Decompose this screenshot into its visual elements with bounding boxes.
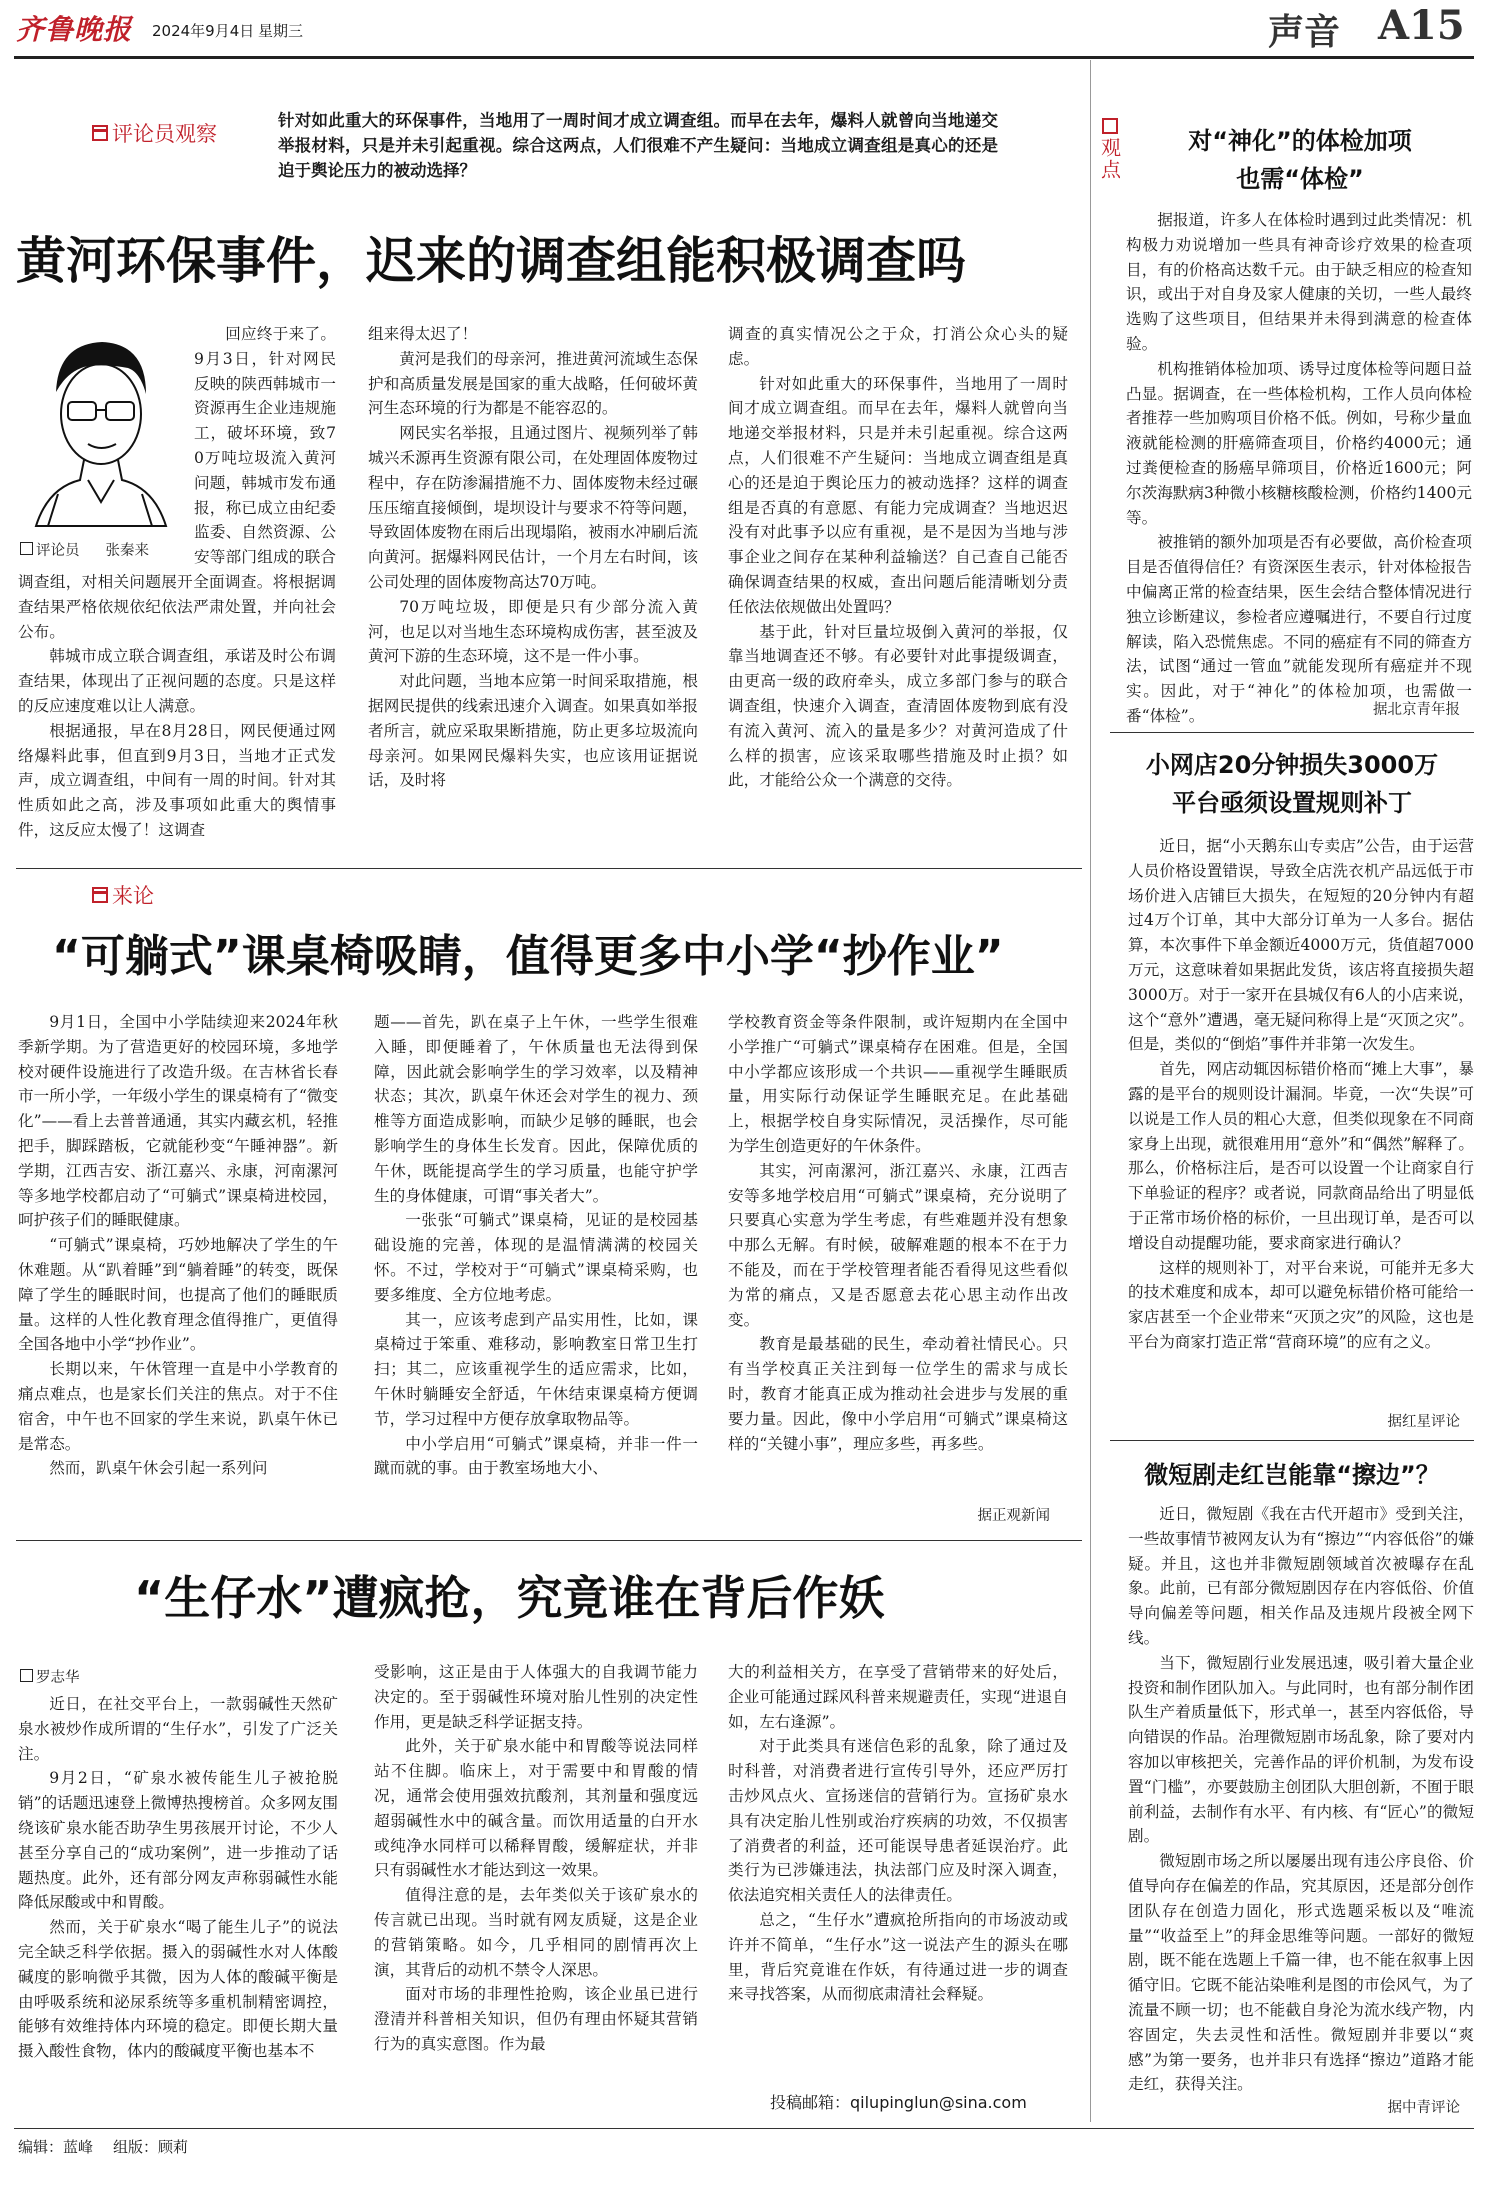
headline-water: “生仔水”遭疯抢，究竟谁在背后作妖 <box>134 1571 885 1625</box>
sidebar-a1-p2: 机构推销体检加项、诱导过度体检等问题日益凸显。据调查，在一些体检机构，工作人员向体检者推荐一些加购项目价格不低。例如，号称少量血液就能检测的肝癌筛查项目，价格约4000元；通过粪便检查的肠癌早筛项目，价格近1600元；阿尔茨海默病3种微小核糖核酸检测，价格约1400元等。 <box>1126 359 1472 527</box>
tag-guest <box>92 880 154 910</box>
bottom-col1 <box>18 1692 338 2118</box>
article-deck: 针对如此重大的环保事件，当地用了一周时间才成立调查组。而早在去年，爆料人就曾向当地递交举报材料，只是并未引起重视。综合这两点，人们很难不产生疑问：当地成立调查组是真心的还是迫于舆论压力的被动选择？ <box>278 111 998 180</box>
mid-col3-p0: 学校教育资金等条件限制，或许短期内在全国中小学推广“可躺式”课桌椅存在困难。但是，全国中小学都应该形成一个共识——重视学生睡眠质量，用实际行动保证学生睡眠充足。在此基础上，根据学校自身实际情况，灵活操作，尽可能为学生创造更好的午休条件。 <box>728 1013 1068 1155</box>
section-name: 声音 <box>1268 11 1341 53</box>
masthead-weekday: 星期三 <box>258 22 304 40</box>
byline-role: 评论员 <box>20 539 80 560</box>
sidebar-rule-1 <box>1110 732 1474 733</box>
bottom-col3 <box>728 1660 1068 2080</box>
bottom-col1-p2: 9月2日，“矿泉水被传能生儿子被抢脱销”的话题迅速登上微博热搜榜首。众多网友围绕该矿泉水能否助孕生男孩展开讨论，不少人甚至分享自己的“成功案例”，进一步推动了话题热度。此外，还有部分网友声称弱碱性水能降低尿酸或中和胃酸。 <box>18 1769 338 1912</box>
masthead-date: 2024年9月4日 <box>152 22 255 40</box>
sidebar-a3-head: 微短剧走红岂能靠“擦边”？ <box>1144 1461 1440 1489</box>
top-col3 <box>728 322 1068 852</box>
masthead-logo: 齐鲁晚报 <box>16 13 133 46</box>
footer-credits <box>18 2136 188 2157</box>
sidebar-a3-p2: 当下，微短剧行业发展迅速，吸引着大量企业投资和制作团队加入。与此同时，也有部分制作团队生产着质量低下，形式单一，甚至内容低俗，导向错误的作品。治理微短剧市场乱象，除了要对内容加以审核把关，完善作品的评价机制，为发布设置“门槛”，亦要鼓励主创团队大胆创新，不囿于眼前利益，去制作有水平、有内核、有“匠心”的微短剧。 <box>1128 1653 1474 1846</box>
masthead-rule <box>14 56 1474 59</box>
mid-col2-p2: 其一，应该考虑到产品实用性，比如，课桌椅过于笨重、难移动，影响教室日常卫生打扫；其二，应该重视学生的适应需求，比如，午休时躺睡安全舒适，午休结束课桌椅方便调节，学习过程中方便存放拿取物品等。 <box>374 1310 698 1428</box>
bottom-col1-p3: 然而，关于矿泉水“喝了能生儿子”的说法完全缺乏科学依据。摄入的弱碱性水对人体酸碱度的影响微乎其微，因为人体的酸碱平衡是由呼吸系统和泌尿系统等多重机制精密调控，能够有效维持体内环境的稳定。即便长期大量摄入酸性食物，体内的酸碱度平衡也基本不 <box>18 1918 338 2061</box>
sidebar-a2-head-line2: 平台亟须设置规则补丁 <box>1172 789 1412 817</box>
top-col3-p0: 调查的真实情况公之于众，打消公众心头的疑虑。 <box>728 325 1068 368</box>
bottom-col3-p0: 大的利益相关方，在享受了营销带来的好处后，企业可能通过踩风科普来规避责任，实现“进退自如，左右逢源”。 <box>728 1663 1068 1731</box>
mid-col2-p1: 一张张“可躺式”课桌椅，见证的是校园基础设施的完善，体现的是温情满满的校园关怀。不过，学校对于“可躺式”课桌椅采购，也要多维度、全方位地考虑。 <box>374 1211 698 1304</box>
sidebar-rule-2 <box>1110 1440 1474 1441</box>
bottom-col1-p1: 近日，在社交平台上，一款弱碱性天然矿泉水被炒作成所谓的“生仔水”，引发了广泛关注。 <box>18 1695 338 1763</box>
sidebar-a2-p3: 这样的规则补丁，对平台来说，可能并无多大的技术难度和成本，却可以避免标错价格可能给一家店甚至一个企业带来“灭顶之灾”的风险，这也是平台为商家打造正常“营商环境”的应有之义。 <box>1128 1258 1474 1351</box>
top-col2-p0: 组来得太迟了！ <box>368 325 478 343</box>
byline-name: 张秦来 <box>105 543 149 559</box>
tag-box-icon <box>92 887 108 903</box>
mid-col3-p1: 其实，河南漯河，浙江嘉兴、永康，江西吉安等多地学校启用“可躺式”课桌椅，充分说明了只要真心实意为学生考虑，有些难题并没有想象中那么无解。有时候，破解难题的根本不在于力不能及，而在于学校管理者能否看得见这些看似为常的痛点，又是否愿意去花心思主动作出改变。 <box>728 1161 1068 1329</box>
footer-editor: 编辑：蓝峰 <box>18 2138 94 2156</box>
bottom-byline: 罗志华 <box>20 1666 80 1687</box>
top-col1-p2: 韩城市成立联合调查组，承诺及时公布调查结果，体现出了正视问题的态度。只是这样的反应速度难以让人满意。 <box>18 647 336 715</box>
tag-box-icon <box>1102 118 1118 134</box>
mid-col1-p3: 长期以来，午休管理一直是中小学教育的痛点难点，也是家长们关注的焦点。对于不住宿舍，中午也不回家的学生来说，趴桌午休已是常态。 <box>18 1360 338 1453</box>
mid-col2-p0: 题——首先，趴在桌子上午休，一些学生很难入睡，即便睡着了，午休质量也无法得到保障，因此就会影响学生的学习效率，以及精神状态；其次，趴桌午休还会对学生的视力、颈椎等方面造成影响，而缺少足够的睡眠，也会影响学生的身体生长发育。因此，保障优质的午休，既能提高学生的学习质量，也能守护学生的身体健康，可谓“事关者大”。 <box>374 1013 698 1205</box>
headline-desks: “可躺式”课桌椅吸睛，值得更多中小学“抄作业” <box>52 931 1004 982</box>
sidebar-a2-p1: 近日，据“小天鹅东山专卖店”公告，由于运营人员价格设置错误，导致全店洗衣机产品远低于市场价进入店铺巨大损失，在短短的20分钟内有超过4万个订单，其中大部分订单为一人多台。据估算，本次事件下单金额近4000万元，货值超7000万元，这意味着如果据此发货，该店将直接损失超3000万。对于一家开在县城仅有6人的小店来说，这个“意外”遭遇，毫无疑问称得上是“灭顶之灾”。但是，类似的“倒焰”事件并非第一次发生。 <box>1128 837 1474 1054</box>
bottom-col2-p3: 面对市场的非理性抢购，该企业虽已进行澄清并科普相关知识，但仍有理由怀疑其营销行为的真实意图。作为最 <box>374 1985 698 2053</box>
bottom-col3-p1: 对于此类具有迷信色彩的乱象，除了通过及时科普，对消费者进行宣传引导外，还应严厉打击炒风点火、宣扬迷信的营销行为。宣扬矿泉水具有决定胎儿性别或治疗疾病的功效，不仅损害了消费者的利益，还可能误导患者延误治疗。此类行为已涉嫌违法，执法部门应及时深入调查，依法追究相关责任人的法律责任。 <box>728 1737 1068 1905</box>
tag-label: 来论 <box>112 884 154 908</box>
sidebar-a3-credit: 据中青评论 <box>1387 2100 1460 2116</box>
page-number: A15 <box>1378 2 1465 49</box>
sidebar-a3-body <box>1128 1502 1474 2096</box>
sidebar-a1-p1: 据报道，许多人在体检时遇到过此类情况：机构极力劝说增加一些具有神奇诊疗效果的检查项目，有的价格高达数千元。由于缺乏相应的检查知识，或出于对自身及家人健康的关切，一些人最终选购了这些项目，但结果并未得到满意的检查体验。 <box>1126 211 1472 353</box>
byline-box-icon <box>20 1669 33 1682</box>
sidebar-tag <box>1098 118 1122 181</box>
sidebar-a1-head-line1: 对“神化”的体检加项 <box>1188 127 1412 155</box>
tag-commentator <box>92 118 217 148</box>
mid-credit: 据正观新闻 <box>977 1508 1050 1524</box>
mid-col1-p2: “可躺式”课桌椅，巧妙地解决了学生的午休难题。从“趴着睡”到“躺着睡”的转变，既保障了学生的睡眠时间，也提高了他们的睡眠质量。这样的人性化教育理念值得推广，更值得全国各地中小学“抄作业”。 <box>18 1236 338 1354</box>
sidebar-a1-p3: 被推销的额外加项是否有必要做，高价检查项目是否值得信任？有资深医生表示，针对体检报告中偏离正常的检查结果，医生会结合整体情况进行独立诊断建议，参检者应遵嘱进行，不要自行过度解读，陷入恐慌焦虑。不同的癌症有不同的筛查方法，试图“通过一管血”就能发现所有癌症并不现实。因此，对于“神化”的体检加项，也需做一番“体检”。 <box>1126 533 1472 725</box>
column-divider <box>1090 60 1091 2122</box>
top-col2 <box>368 322 698 852</box>
top-col1 <box>18 322 336 852</box>
sidebar-a1-credit: 据北京青年报 <box>1373 702 1460 718</box>
mid-col3-p2: 教育是最基础的民生，牵动着社情民心。只有当学校真正关注到每一位学生的需求与成长时，教育才能真正成为推动社会进步与发展的重要力量。因此，像中小学启用“可躺式”课桌椅这样的“关键小事”，理应多些，再多些。 <box>728 1335 1068 1453</box>
headline-yellow-river: 黄河环保事件，迟来的调查组能积极调查吗 <box>16 232 966 290</box>
sidebar-a1-head-line2: 也需“体检” <box>1236 165 1364 193</box>
mid-col3 <box>728 1010 1068 1500</box>
tag-label: 评论员观察 <box>112 122 217 146</box>
top-col2-p3: 70万吨垃圾，即便是只有少部分流入黄河，也足以对当地生态环境构成伤害，甚至波及黄河下游的生态环境，这不是一件小事。 <box>368 597 698 666</box>
submission-email[interactable]: 投稿邮箱：qilupinglun@sina.com <box>770 2093 1027 2112</box>
mid-col2-p3: 中小学启用“可躺式”课桌椅，并非一件一蹴而就的事。由于教室场地大小、 <box>374 1434 698 1478</box>
top-col1-p3: 根据通报，早在8月28日，网民便通过网络爆料此事，但直到9月3日，当地才正式发声，成立调查组，中间有一周的时间。针对其性质如此之高，涉及事项如此重大的舆情事件，这反应太慢了！这调查 <box>18 721 336 839</box>
top-col1-p1: 回应终于来了。9月3日，针对网民反映的陕西韩城市一资源再生企业违规施工，破坏环境，致70万吨垃圾流入黄河问题，韩城市发布通报，称已成立由纪委监委、自然资源、公安等部门组成的联合调查组，对相关问题展开全面调查。将根据调查结果严格依规依纪依法严肃处置，并向社会公布。 <box>18 325 336 641</box>
sidebar-tag-label: 观点 <box>1097 137 1122 181</box>
mid-col1-p1: 9月1日，全国中小学陆续迎来2024年秋季新学期。为了营造更好的校园环境，多地学校对硬件设施进行了改造升级。在吉林省长春市一所小学，一年级小学生的课桌椅有了“微变化”——看上去普普通通，其实内藏玄机，轻推把手，脚踩踏板，它就能秒变“午睡神器”。新学期，江西吉安、浙江嘉兴、永康，河南漯河等多地学校都启动了“可躺式”课桌椅进校园，呵护孩子们的睡眠健康。 <box>18 1013 338 1230</box>
footer-designer: 组版：顾莉 <box>113 2138 189 2156</box>
sidebar-a2-body <box>1128 834 1474 1422</box>
footer-rule <box>14 2128 1474 2129</box>
bottom-col3-p2: 总之，“生仔水”遭疯抢所指向的市场波动或许并不简单，“生仔水”这一说法产生的源头在哪里，背后究竟谁在作妖，有待通过进一步的调查来寻找答案，从而彻底肃清社会释疑。 <box>728 1910 1068 2004</box>
top-col2-p1: 黄河是我们的母亲河，推进黄河流域生态保护和高质量发展是国家的重大战略，任何破坏黄河生态环境的行为都是不能容忍的。 <box>368 349 698 418</box>
top-col3-p2: 基于此，针对巨量垃圾倒入黄河的举报，仅靠当地调查还不够。有必要针对此事提级调查，由更高一级的政府牵头，成立多部门参与的联合调查组，快速介入调查，查清固体废物到底有没有流入黄河、流入的量是多少？对黄河造成了什么样的损害，应该采取哪些措施及时止损？如此，才能给公众一个满意的交待。 <box>728 622 1068 790</box>
sidebar-a2-credit: 据红星评论 <box>1387 1414 1460 1430</box>
tag-box-icon <box>92 125 108 141</box>
top-col3-p1: 针对如此重大的环保事件，当地用了一周时间才成立调查组。而早在去年，爆料人就曾向当地递交举报材料，只是并未引起重视。综合这两点，人们很难不产生疑问：当地成立调查组是真心的还是迫于舆论压力的被动选择？这样的调查组是否真的有意愿、有能力完成调查？当地迟迟没有对此事予以应有重视，是不是因为当地与涉事企业之间存在某种利益输送？自己查自己能否确保调查结果的权威，查出问题后能清晰划分责任依法依规做出处置吗？ <box>728 374 1068 616</box>
mid-article-rule <box>16 1540 1082 1541</box>
mid-col2 <box>374 1010 698 1530</box>
bottom-col2-p2: 值得注意的是，去年类似关于该矿泉水的传言就已出现。当时就有网友质疑，这是企业的营销策略。如今，几乎相同的剧情再次上演，其背后的动机不禁令人深思。 <box>374 1886 698 1979</box>
sidebar-a2-head-line1: 小网店20分钟损失3000万 <box>1145 751 1439 779</box>
mid-col1-p4: 然而，趴桌午休会引起一系列问 <box>49 1459 268 1478</box>
bottom-col2 <box>374 1660 698 2118</box>
mid-col1 <box>18 1010 338 1530</box>
sidebar-a3-p1: 近日，微短剧《我在古代开超市》受到关注，一些故事情节被网友认为有“擦边”“内容低俗”的嫌疑。并且，这也并非微短剧领域首次被曝存在乱象。此前，已有部分微短剧因存在内容低俗、价值导向偏差等问题，相关作品及违规片段被全网下线。 <box>1128 1505 1474 1647</box>
sidebar-a2-p2: 首先，网店动辄因标错价格而“摊上大事”，暴露的是平台的规则设计漏洞。毕竟，一次“失误”可以说是工作人员的粗心大意，但类似现象在不同商家身上出现，就很难用用“意外”和“偶然”解释了。那么，价格标注后，是否可以设置一个让商家自行下单验证的程序？或者说，同款商品给出了明显低于正常市场价格的标价，一旦出现订单，是否可以增设自动提醒功能，要求商家进行确认？ <box>1128 1060 1474 1252</box>
top-col2-p4: 对此问题，当地本应第一时间采取措施，根据网民提供的线索迅速介入调查。如果真如举报者所言，就应采取果断措施，防止更多垃圾流向母亲河。如果网民爆料失实，也应该用证据说话，及时将 <box>368 672 698 790</box>
top-col2-p2: 网民实名举报，且通过图片、视频列举了韩城兴禾源再生资源有限公司，在处理固体废物过程中，存在防渗漏措施不力、固体废物未经过碾压压缩直接倾倒，堤坝设计与要求不符等问题，导致固体废物在雨后出现塌陷，被雨水冲刷后流向黄河。据爆料网民估计，一个月左右时间，该公司处理的固体废物高达70万吨。 <box>368 424 698 591</box>
bottom-col2-p1: 此外，关于矿泉水能中和胃酸等说法同样站不住脚。临床上，对于需要中和胃酸的情况，通常会使用强效抗酸剂，其剂量和强度远超弱碱性水中的碱含量。而饮用适量的白开水或纯净水同样可以稀释胃酸，缓解症状，并非只有弱碱性水才能达到这一效果。 <box>374 1737 698 1880</box>
sidebar-a3-p3: 微短剧市场之所以屡屡出现有违公序良俗、价值导向存在偏差的作品，究其原因，还是部分创作团队存在创造力固化，形式选题采板以及“唯流量”“收益至上”的拜金思维等问题。一部好的微短剧，既不能在选题上千篇一律，也不能在叙事上因循守旧。它既不能沾染唯利是图的市侩风气，为了流量不顾一切；也不能截自身沦为流水线产物，内容固定，失去灵性和活性。微短剧并非要以“爽感”为第一要务，也并非只有选择“擦边”道路才能走红，获得关注。 <box>1128 1852 1474 2094</box>
bottom-col2-p0: 受影响，这正是由于人体强大的自我调节能力决定的。至于弱碱性环境对胎儿性别的决定性作用，更是缺乏科学证据支持。 <box>374 1663 698 1731</box>
top-article-rule <box>16 868 1082 869</box>
